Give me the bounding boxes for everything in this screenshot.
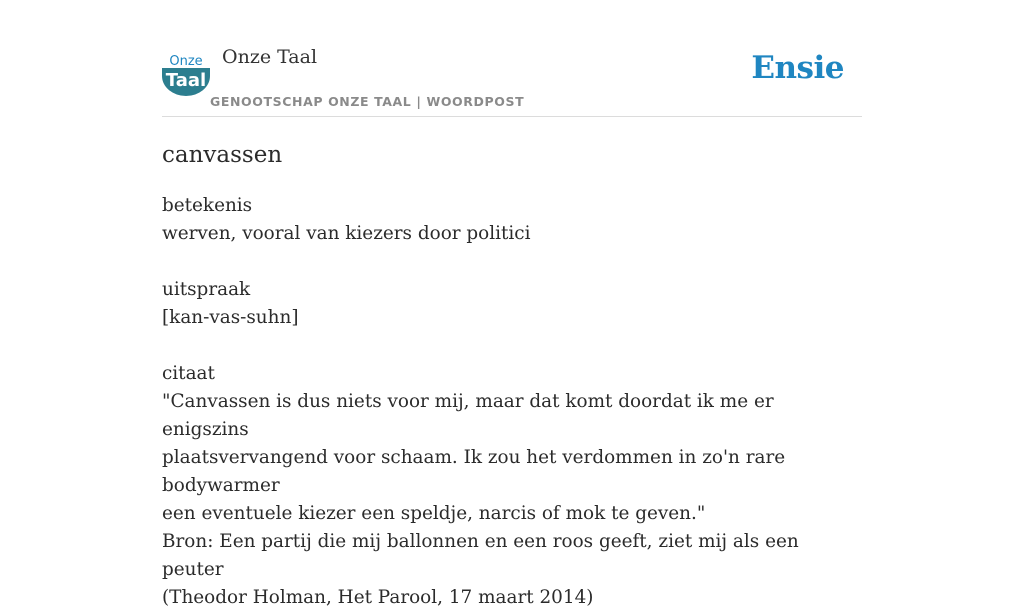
quote-label: citaat [162,363,215,384]
header [162,40,862,117]
pronunciation-label: uitspraak [162,279,251,300]
entry-term: canvassen [162,142,283,168]
brand-subtitle: GENOOTSCHAP ONZE TAAL | WOORDPOST [210,94,525,109]
spacer [162,248,862,276]
spacer [162,332,862,360]
quote-line-2: plaatsvervangend voor schaam. Ik zou het verdommen in zo'n rare bodywarmer [162,447,786,496]
source-line-2: (Theodor Holman, Het Parool, 17 maart 2014) [162,587,594,608]
source-line-1: Bron: Een partij die mij ballonnen en een roos geeft, ziet mij als een peuter [162,531,799,580]
onze-taal-logo[interactable] [162,52,210,96]
meaning-label: betekenis [162,195,253,216]
logo-text-bottom: Taal [165,70,207,91]
quote-line-3: een eventuele kiezer een speldje, narcis of mok te geven." [162,503,706,524]
quote-line-1: "Canvassen is dus niets voor mij, maar dat komt doordat ik me er enigszins [162,391,774,440]
logo-text-top: Onze [169,54,203,69]
pronunciation-text: [kan-vas-suhn] [162,307,299,328]
ensie-link[interactable]: Ensie [751,50,844,86]
brand-name[interactable]: Onze Taal [222,46,318,68]
meaning-text: werven, vooral van kiezers door politici [162,223,531,244]
entry-content [162,140,862,612]
